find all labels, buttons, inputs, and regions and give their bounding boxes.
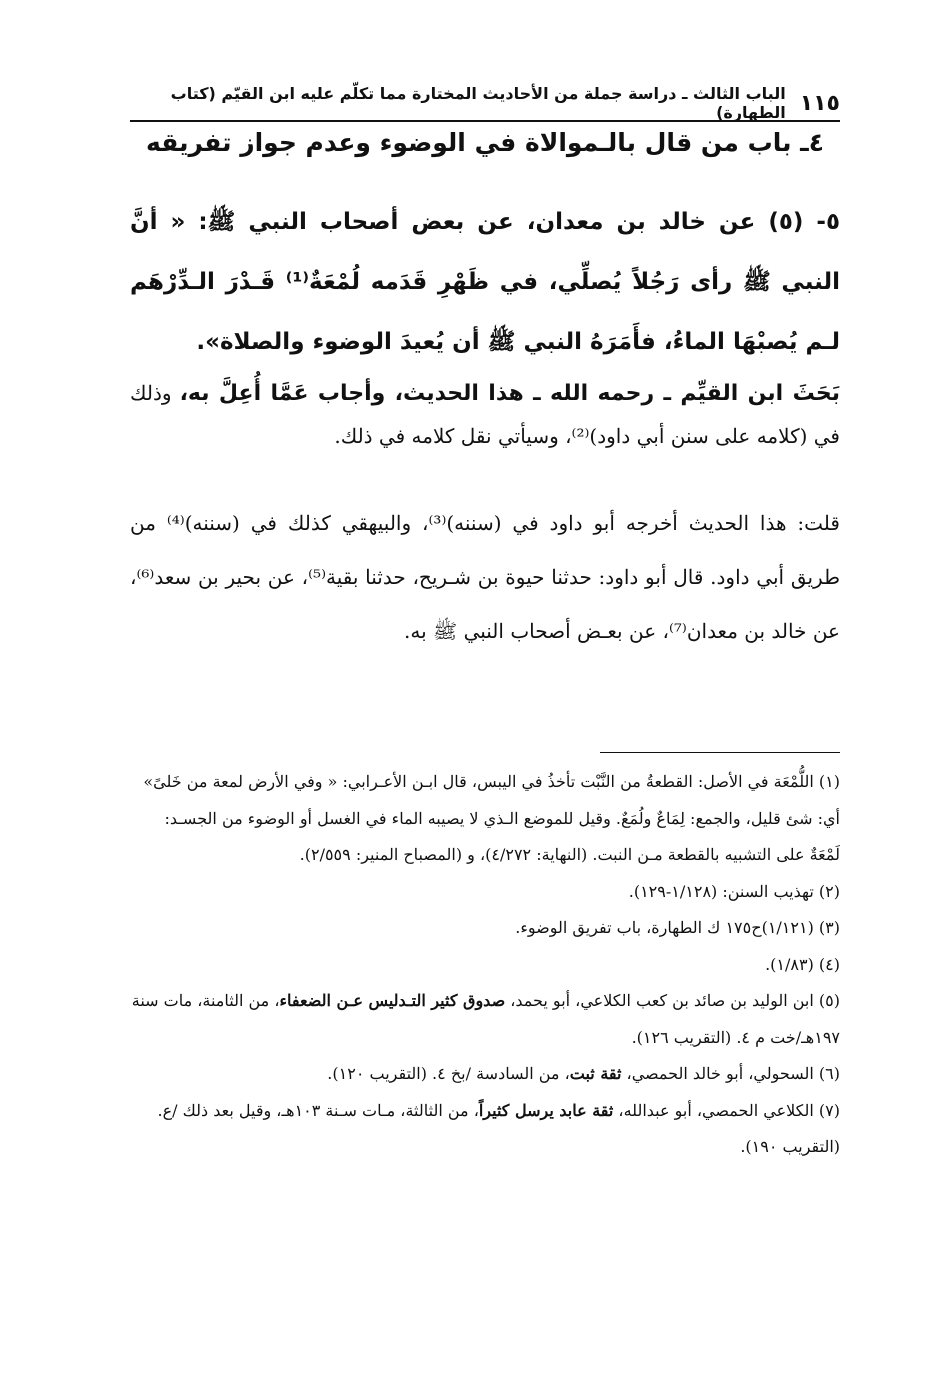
footnote-5-grade: صدوق كثير التـدليس عـن الضعفاء xyxy=(279,991,506,1010)
takhrij-paragraph: قلت: هذا الحديث أخرجه أبو داود في (سننه)⁽³⁾، والبيهقي كذلك في (سننه)⁽⁴⁾ من طريق أبي داود. قال أبو داود: حدثنا حيوة بن شـريح، حدثنا بقية⁽⁵⁾، عن بحير بن سعد⁽⁶⁾، عن خالد بن معدان⁽⁷⁾، عن بعـض أصحاب النبي ﷺ به. xyxy=(130,511,841,643)
header-title: الباب الثالث ـ دراسة جملة من الأحاديث المختارة مما تكلّم عليه ابن القيّم (كتاب الطهارة) xyxy=(170,84,786,122)
footnote-separator xyxy=(600,752,840,753)
footnote-6 xyxy=(130,1056,840,1093)
footnote-1-text: (١) اللُّمْعَة في الأصل: القطعةُ من النَّبْت تأخذُ في اليبس، قال ابـن الأعـرابي: « وفي الأرض لمعة من خَلىً» أي: شئ قليل، والجمع: لِمَاعٌ ولُمَعٌ. وقيل للموضع الـذي لا يصيبه الماء في الغسل أو الوضوء من الجسـد: لَمْعَةٌ على التشبيه بالقطعة مـن النبت. (النهاية: ٤/٢٧٢)، و (المصباح المنير: ٢/٥٥٩). xyxy=(143,772,840,864)
footnote-3-text: (٣) (١/١٢١)ح١٧٥ ك الطهارة، باب تفريق الوضوء. xyxy=(515,918,840,937)
hadith-text: ٥- (٥) عن خالد بن معدان، عن بعض أصحاب النبي ﷺ: « أنَّ النبي ﷺ رأى رَجُلاً يُصلِّي، في ظَهْرِ قَدَمه لُمْعَةٌ⁽¹⁾ قَـدْرَ الـدِّرْهَم لـم يُصبْهَا الماءُ، فأَمَرَهُ النبي ﷺ أن يُعيدَ الوضوء والصلاة». xyxy=(130,209,840,355)
footnote-5-rest: ، من الثامنة، مات سنة ١٩٧هـ/خت م ٤. (التقريب ١٢٦). xyxy=(131,991,840,1047)
chapter-heading: ٤ـ باب من قال بالـموالاة في الوضوء وعدم جواز تفريقه xyxy=(146,128,824,157)
footnote-4 xyxy=(130,947,840,984)
footnote-5 xyxy=(130,983,840,1056)
study-bold-text: بَحَثَ ابن القيِّم ـ رحمه الله ـ هذا الحديث، وأجاب عَمَّا أُعِلَّ به، xyxy=(179,381,840,406)
footnote-6-grade: ثقة ثبت xyxy=(569,1064,622,1083)
footnote-6-rest: ، من السادسة /بخ ٤. (التقريب ١٢٠). xyxy=(327,1064,570,1083)
footnote-7 xyxy=(130,1093,840,1166)
footnote-7-grade: ثقة عابد يرسل كثيراً xyxy=(478,1100,614,1120)
footnote-1 xyxy=(130,764,840,874)
study-normal-text: وذلك في (كلامه على سنن أبي داود)⁽²⁾، وسيأتي نقل كلامه في ذلك. xyxy=(130,381,840,448)
footnote-3 xyxy=(130,910,840,947)
footnote-6-text: (٦) السحولي، أبو خالد الحمصي، xyxy=(621,1064,840,1083)
footnote-7-text: (٧) الكلاعي الحمصي، أبو عبدالله، xyxy=(613,1100,840,1120)
footnote-4-text: (٤) (١/٨٣). xyxy=(765,954,840,974)
footnotes xyxy=(130,764,840,1166)
footnote-2 xyxy=(130,874,840,911)
footnote-2-text: (٢) تهذيب السنن: (١/١٢٨-١٢٩). xyxy=(628,881,840,901)
running-header xyxy=(130,86,840,122)
footnote-5-text: (٥) ابن الوليد بن صائد بن كعب الكلاعي، أبو يحمد، xyxy=(505,991,840,1010)
page-number: ١١٥ xyxy=(799,90,840,116)
study-paragraph xyxy=(130,372,840,457)
footnote-7-rest: ، من الثالثة، مـات سـنة ١٠٣هـ، وقيل بعد ذلك /ع. (التقريب ١٩٠). xyxy=(157,1100,840,1156)
